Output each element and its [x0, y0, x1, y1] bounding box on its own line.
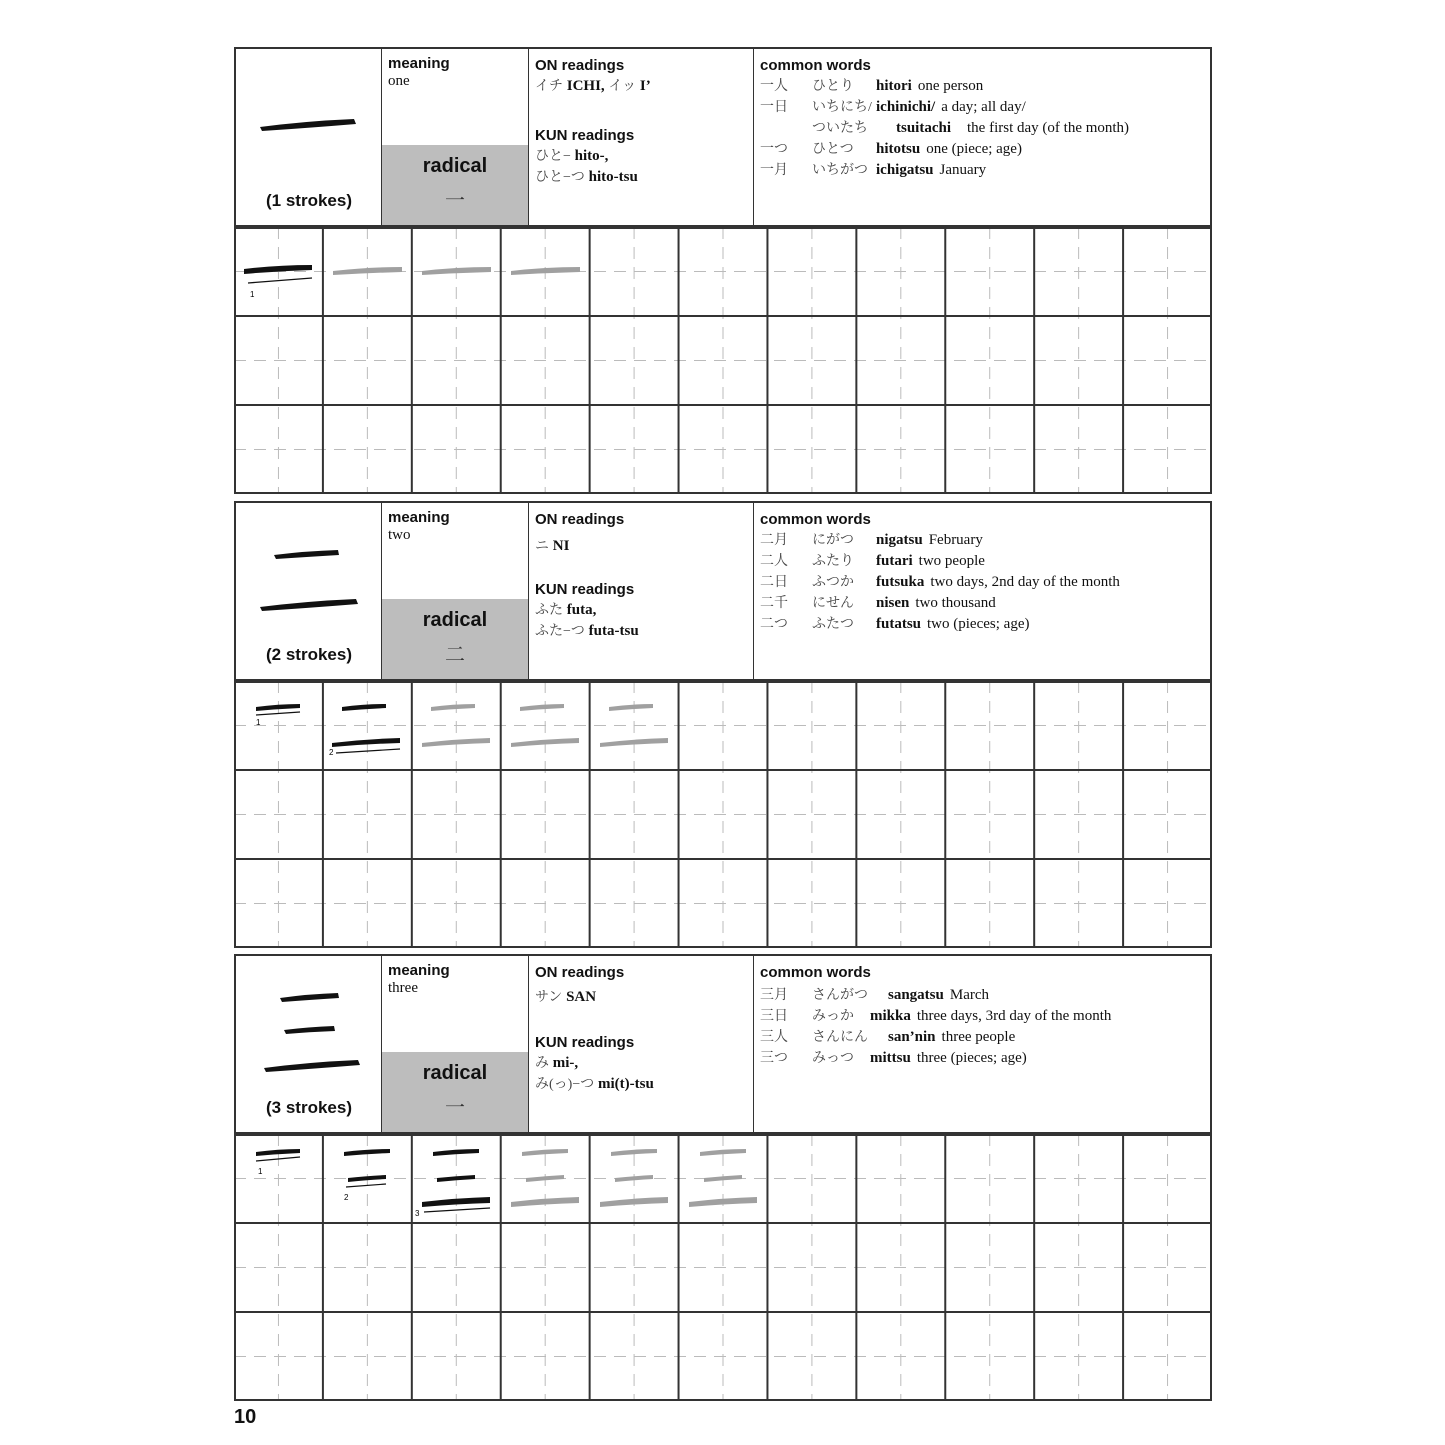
- word-meaning: March: [949, 987, 990, 1003]
- word-meaning: February: [928, 532, 983, 548]
- kun-reading-line: [535, 1074, 749, 1095]
- kun-reading-line: [535, 146, 749, 167]
- word-romaji: nisen: [876, 595, 910, 611]
- word-meaning: two thousand: [915, 595, 996, 611]
- meaning-value: one: [388, 73, 410, 89]
- word-romaji: hitori: [876, 78, 912, 94]
- common-words-heading: common words: [760, 964, 871, 981]
- kun-reading-line: [535, 167, 749, 188]
- on-reading-kana: イチ: [535, 79, 563, 94]
- common-words-cell: [754, 503, 1210, 679]
- word-kanji: 一月: [760, 163, 788, 178]
- radical-value: 一: [445, 1097, 465, 1119]
- common-words-heading: common words: [760, 511, 871, 528]
- kun-reading-kana: ふた−つ: [535, 624, 585, 639]
- kanji-info-header: [234, 47, 1212, 227]
- word-romaji: ichinichi/: [876, 99, 936, 115]
- on-readings-heading: ON readings: [535, 57, 625, 74]
- word-romaji: futatsu: [876, 616, 922, 632]
- on-reading-romaji: ICHI,: [566, 78, 605, 94]
- stroke-count-label: (2 strokes): [266, 645, 352, 664]
- word-kana: いちにち/: [812, 100, 872, 115]
- meaning-cell: [382, 956, 529, 1132]
- stroke-number: 2: [329, 748, 334, 757]
- word-meaning: one (piece; age): [926, 141, 1022, 157]
- word-kana: ふたつ: [812, 617, 854, 632]
- word-kanji: 三つ: [760, 1051, 788, 1066]
- kun-reading-romaji: mi-,: [552, 1055, 579, 1071]
- readings-cell: [529, 956, 754, 1132]
- word-kanji: 三日: [760, 1009, 788, 1024]
- practice-grid[interactable]: [234, 227, 1212, 494]
- on-readings-heading: ON readings: [535, 511, 625, 528]
- kun-reading-kana: み(っ)−つ: [535, 1077, 595, 1092]
- word-kana: ついたち: [812, 121, 868, 136]
- on-reading-line: [535, 76, 749, 97]
- word-romaji: san’nin: [888, 1029, 936, 1045]
- word-row: [760, 572, 1206, 593]
- radical-heading: radical: [422, 1062, 488, 1084]
- word-row: [760, 614, 1206, 635]
- word-meaning: January: [939, 162, 987, 178]
- stroke-number: 1: [256, 718, 261, 727]
- meaning-cell: [382, 503, 529, 679]
- word-kana: みっか: [812, 1009, 854, 1024]
- on-reading-romaji: NI: [552, 538, 570, 554]
- kun-reading-romaji: hito-,: [574, 148, 609, 164]
- stroke-number: 2: [344, 1193, 349, 1202]
- word-row: [760, 1027, 1206, 1048]
- word-meaning: one person: [917, 78, 984, 94]
- word-kana: みっつ: [812, 1051, 854, 1066]
- word-meaning: two (pieces; age): [927, 616, 1030, 632]
- meaning-value: three: [388, 980, 418, 996]
- meaning-heading: meaning: [388, 509, 450, 526]
- kanji-display-cell: [236, 503, 382, 679]
- word-kanji: 三人: [760, 1030, 788, 1045]
- word-kanji: 二つ: [760, 617, 788, 632]
- kun-reading-kana: ひと−: [535, 149, 571, 164]
- readings-cell: [529, 503, 754, 679]
- word-romaji: tsuitachi: [896, 120, 952, 136]
- word-kana: ひとり: [812, 79, 854, 94]
- page-number: 10: [234, 1406, 257, 1428]
- word-kanji: 二月: [760, 533, 788, 548]
- word-kana: ふつか: [812, 575, 854, 590]
- on-reading-line: [535, 536, 749, 557]
- word-meaning: three people: [941, 1029, 1016, 1045]
- meaning-heading: meaning: [388, 55, 450, 72]
- meaning-cell: [382, 49, 529, 225]
- word-row: [760, 139, 1206, 160]
- word-meaning: the first day (of the month): [967, 120, 1130, 136]
- word-meaning: three (pieces; age): [916, 1050, 1027, 1066]
- word-kana: にせん: [812, 596, 854, 611]
- kanji-display-cell: [236, 49, 382, 225]
- word-romaji: mittsu: [870, 1050, 911, 1066]
- word-kanji: 一人: [760, 79, 788, 94]
- word-kana: さんがつ: [812, 988, 868, 1003]
- word-kanji: 二人: [760, 554, 788, 569]
- kun-reading-line: [535, 600, 749, 621]
- radical-value: 二: [445, 644, 465, 666]
- on-reading-kana: サン: [535, 990, 563, 1005]
- word-romaji: nigatsu: [876, 532, 923, 548]
- word-meaning: a day; all day/: [941, 99, 1026, 115]
- radical-box: [382, 1052, 528, 1132]
- on-reading-line: [535, 987, 749, 1008]
- meaning-value: two: [388, 527, 411, 543]
- kanji-info-header: [234, 501, 1212, 681]
- word-romaji: futari: [876, 553, 913, 569]
- word-row: [760, 97, 1206, 118]
- word-row: [760, 530, 1206, 551]
- stroke-number: 3: [415, 1209, 420, 1218]
- on-reading-kana: ニ: [535, 539, 549, 554]
- radical-value: 一: [445, 190, 465, 212]
- word-row: [760, 593, 1206, 614]
- kanji-block-san: [234, 954, 1212, 1401]
- meaning-heading: meaning: [388, 962, 450, 979]
- common-words-cell: [754, 956, 1210, 1132]
- on-reading-kana: イッ: [608, 79, 637, 94]
- kun-reading-line: [535, 621, 749, 642]
- kun-readings-heading: KUN readings: [535, 581, 635, 598]
- kun-reading-romaji: mi(t)-tsu: [597, 1076, 654, 1092]
- kun-reading-kana: み: [535, 1056, 549, 1071]
- kanji-block-ichi: [234, 47, 1212, 494]
- word-row: [760, 985, 1206, 1006]
- kun-reading-romaji: hito-tsu: [588, 169, 638, 185]
- word-row: [760, 1006, 1206, 1027]
- on-readings-heading: ON readings: [535, 964, 625, 981]
- word-kanji: 三月: [760, 988, 788, 1003]
- kun-reading-line: [535, 1053, 749, 1074]
- stroke-order-diagrams: [234, 681, 1212, 948]
- big-kanji-glyph: [236, 503, 382, 653]
- stroke-order-diagrams: [234, 1134, 1212, 1401]
- word-row: [760, 551, 1206, 572]
- word-romaji: sangatsu: [888, 987, 944, 1003]
- word-row: [760, 76, 1206, 97]
- on-reading-romaji: I’: [639, 78, 651, 94]
- kanji-display-cell: [236, 956, 382, 1132]
- word-kana: ひとつ: [812, 142, 854, 157]
- word-row: [760, 1048, 1206, 1069]
- readings-cell: [529, 49, 754, 225]
- kun-reading-romaji: futa,: [566, 602, 597, 618]
- practice-grid[interactable]: [234, 1134, 1212, 1401]
- word-romaji: mikka: [870, 1008, 911, 1024]
- kun-readings-heading: KUN readings: [535, 1034, 635, 1051]
- stroke-count-label: (3 strokes): [266, 1098, 352, 1117]
- word-meaning: two people: [918, 553, 985, 569]
- radical-box: [382, 599, 528, 679]
- word-kanji: 二日: [760, 575, 788, 590]
- radical-box: [382, 145, 528, 225]
- stroke-number: 1: [258, 1167, 263, 1176]
- big-kanji-glyph: [236, 49, 382, 199]
- kun-readings-heading: KUN readings: [535, 127, 635, 144]
- on-reading-romaji: SAN: [566, 989, 597, 1005]
- kanji-block-ni: [234, 501, 1212, 948]
- radical-heading: radical: [422, 155, 488, 177]
- practice-grid[interactable]: [234, 681, 1212, 948]
- common-words-cell: [754, 49, 1210, 225]
- word-kana: さんにん: [812, 1030, 868, 1045]
- big-kanji-glyph: [236, 956, 382, 1106]
- word-kana: いちがつ: [812, 163, 868, 178]
- kun-reading-kana: ひと−つ: [535, 170, 585, 185]
- word-row: [760, 160, 1206, 181]
- word-kanji: 一つ: [760, 142, 788, 157]
- radical-heading: radical: [422, 609, 488, 631]
- word-meaning: three days, 3rd day of the month: [916, 1008, 1112, 1024]
- stroke-order-diagrams: [234, 227, 1212, 494]
- kanji-info-header: [234, 954, 1212, 1134]
- word-romaji: ichigatsu: [876, 162, 934, 178]
- stroke-number: 1: [250, 290, 255, 299]
- common-words-heading: common words: [760, 57, 871, 74]
- word-meaning: two days, 2nd day of the month: [930, 574, 1120, 590]
- word-romaji: futsuka: [876, 574, 925, 590]
- word-row: [760, 118, 1206, 139]
- word-kanji: 一日: [760, 100, 788, 115]
- word-kana: ふたり: [812, 554, 854, 569]
- word-kanji: 二千: [760, 596, 788, 611]
- word-romaji: hitotsu: [876, 141, 921, 157]
- kun-reading-romaji: futa-tsu: [588, 623, 639, 639]
- stroke-count-label: (1 strokes): [266, 191, 352, 210]
- kun-reading-kana: ふた: [535, 603, 563, 618]
- word-kana: にがつ: [812, 533, 854, 548]
